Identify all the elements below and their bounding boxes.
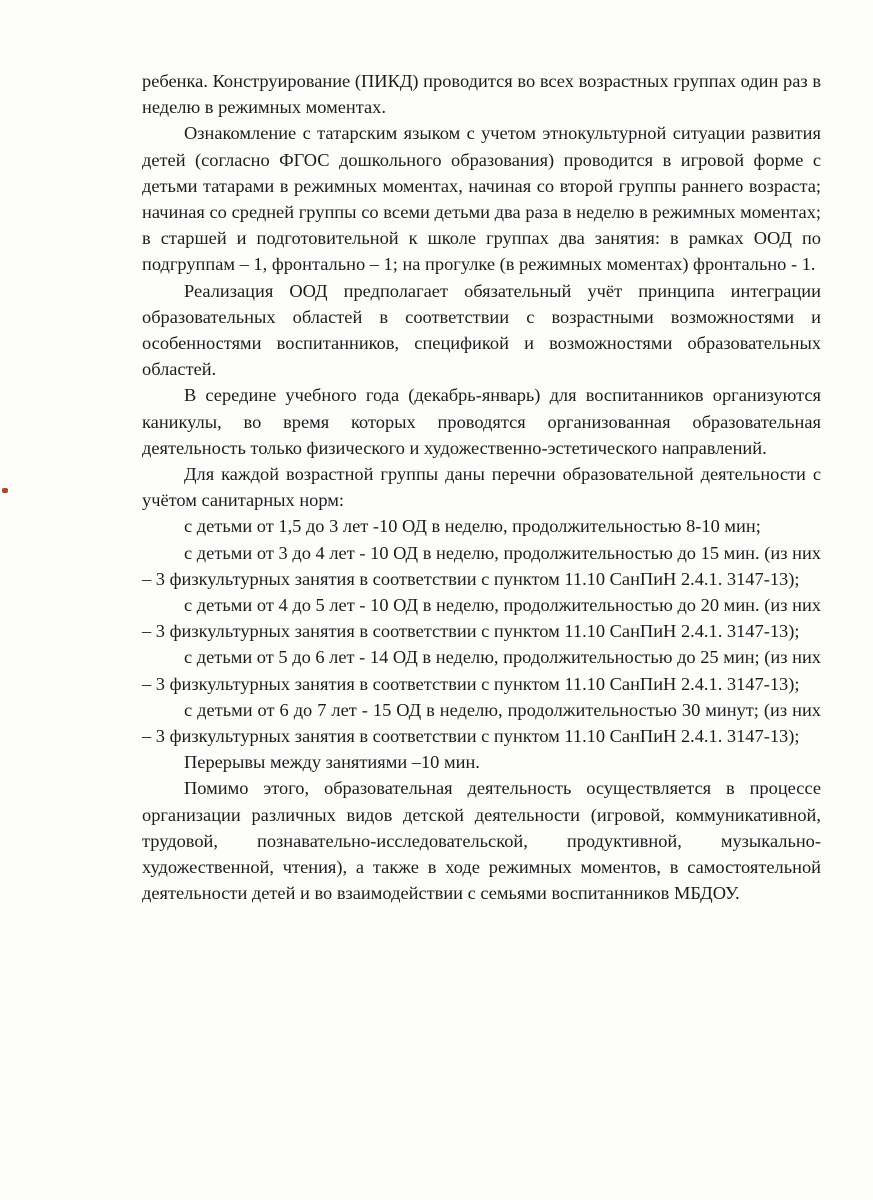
paragraph-activity-lists: Для каждой возрастной группы даны перечни образовательной деятельности с учётом санитарных норм: [142,464,821,511]
paragraph-ood-integration: Реализация ООД предполагает обязательный учёт принципа интеграции образовательных областей в соответствии с возрастными возможностями и особенностями воспитанников, спецификой и возможностями образовательных областей. [142,280,821,380]
paragraph-holidays: В середине учебного года (декабрь-январь) для воспитанников организуются каникулы, во время которых проводятся организованная образовательная деятельность только физического и художественно-эстетического направлений. [142,385,821,458]
list-item-age-5-6: с детьми от 5 до 6 лет - 14 ОД в неделю, продолжительностью до 25 мин; (из них – 3 физкультурных занятия в соответствии с пунктом 11.10 СанПиН 2.4.1. 3147-13); [142,647,821,694]
list-item-age-6-7: с детьми от 6 до 7 лет - 15 ОД в неделю, продолжительностью 30 минут; (из них – 3 физкультурных занятия в соответствии с пунктом 11.10 СанПиН 2.4.1. 3147-13); [142,699,821,747]
list-item-age-4-5: с детьми от 4 до 5 лет - 10 ОД в неделю, продолжительностью до 20 мин. (из них – 3 физкультурных занятия в соответствии с пунктом 11.10 СанПиН 2.4.1. 3147-13); [142,595,821,642]
margin-ink-mark [2,488,8,493]
paragraph-tatar-language: Ознакомление с татарским языком с учетом этнокультурной ситуации развития детей (согласно ФГОС дошкольного образования) проводится в игровой форме с детьми татарами в режимных моментах, начиная со второй группы раннего возраста; начиная со средней группы со всеми детьми два раза в неделю в режимных моментах; в старшей и подготовительной к школе группах два занятия: в рамках ООД по подгруппам – 1, фронтально – 1; на прогулке (в режимных моментах) фронтально - 1. [142,123,821,275]
paragraph-breaks: Перерывы между занятиями –10 мин. [184,752,480,773]
paragraph-continuation: ребенка. Конструирование (ПИКД) проводится во всех возрастных группах один раз в неделю в режимных моментах. [142,71,821,118]
document-body [142,68,821,907]
paragraph-additional-activities: Помимо этого, образовательная деятельность осуществляется в процессе организации различных видов детской деятельности (игровой, коммуникативной, трудовой, познавательно-исследовательской, продуктивной, музыкально-художественной, чтения), а также в ходе режимных моментов, в самостоятельной деятельности детей и во взаимодействии с семьями воспитанников МБДОУ. [142,778,821,904]
list-item-age-1-5-3: с детьми от 1,5 до 3 лет -10 ОД в неделю, продолжительностью 8-10 мин; [184,516,761,537]
list-item-age-3-4: с детьми от 3 до 4 лет - 10 ОД в неделю, продолжительностью до 15 мин. (из них – 3 физкультурных занятия в соответствии с пунктом 11.10 СанПиН 2.4.1. 3147-13); [142,542,821,589]
